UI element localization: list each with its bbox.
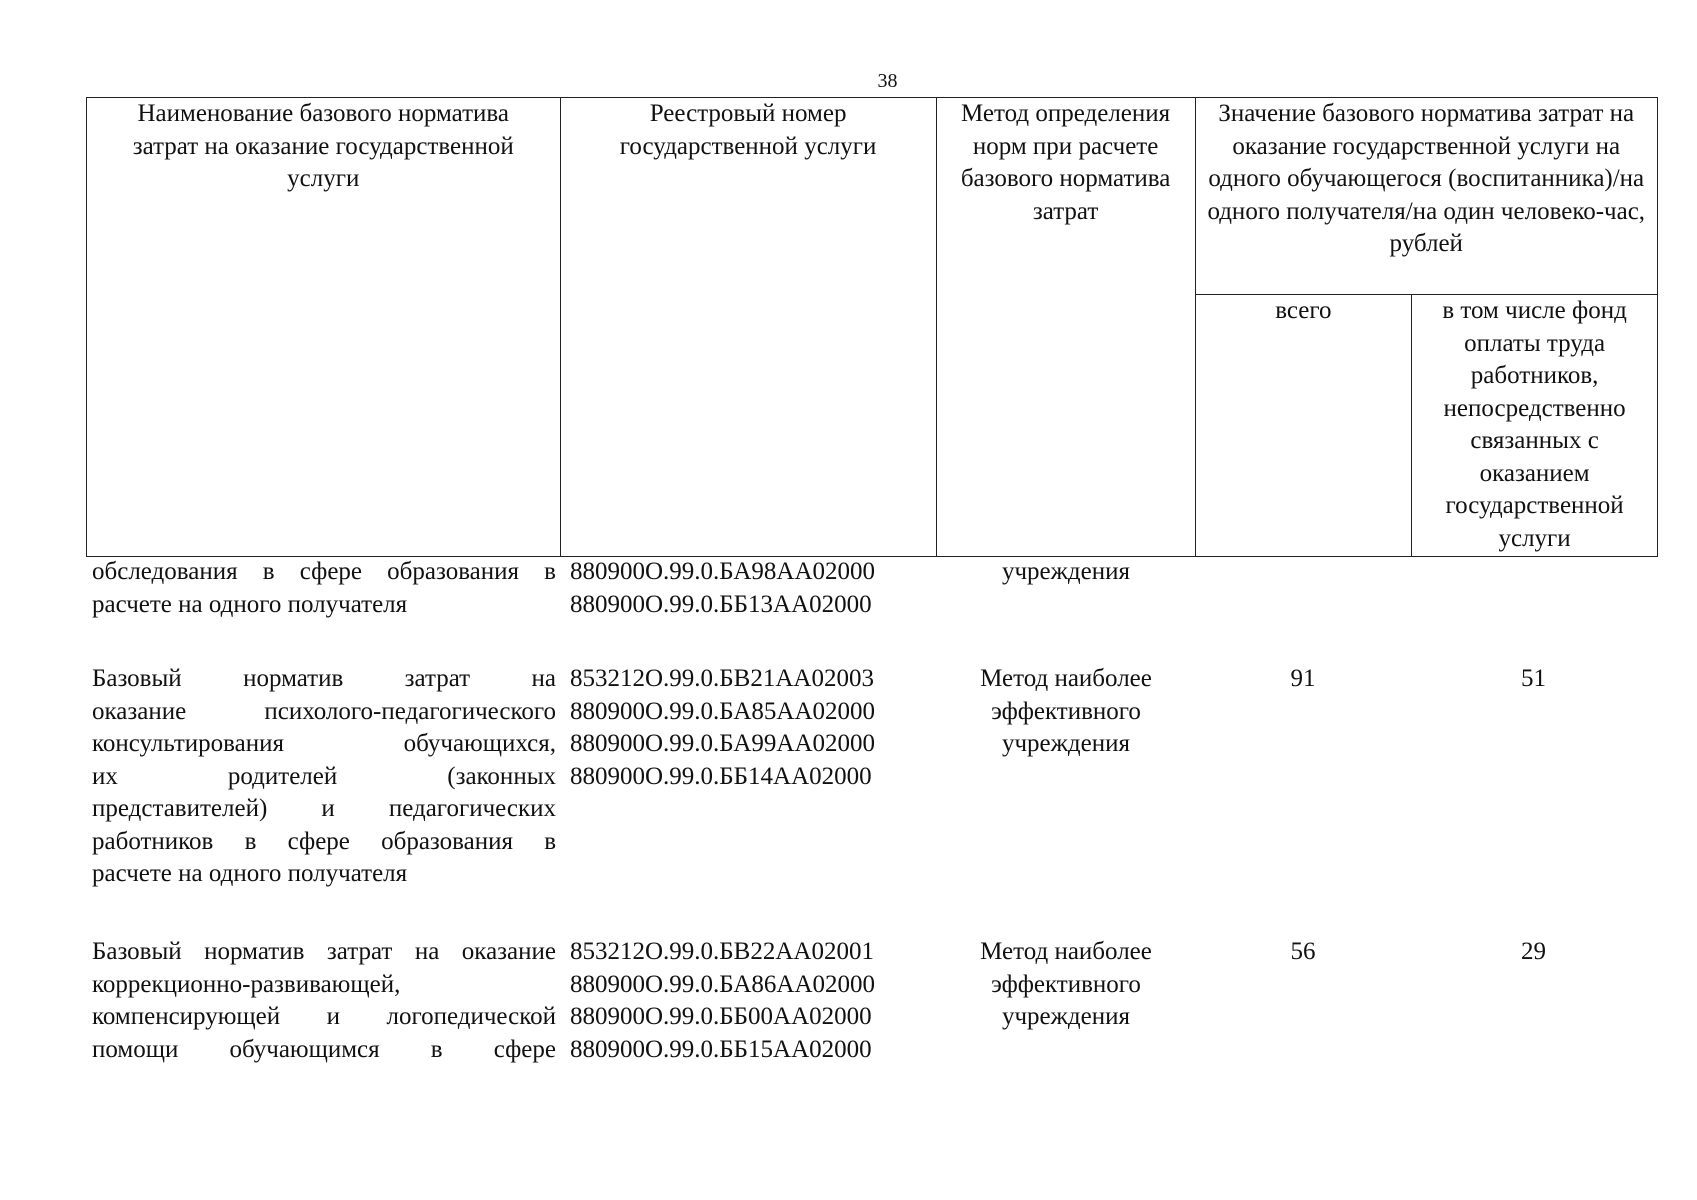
- total-value: 56: [1290, 938, 1316, 965]
- service-name-line: компенсирующей и логопедической: [92, 1003, 556, 1030]
- registry-codes: [560, 556, 941, 663]
- registry-codes: [560, 663, 941, 936]
- service-name-line: расчете на одного получателя: [92, 590, 408, 618]
- service-name-line: консультирования обучающихся,: [92, 730, 556, 757]
- service-name-line: обследования в сфере образования в: [92, 558, 556, 585]
- method-text: Метод наиболее эффективного учреждения: [980, 665, 1152, 757]
- registry-code: 880900О.99.0.ББ13АА02000: [570, 590, 872, 618]
- service-name-line: Базовый норматив затрат на: [92, 665, 556, 692]
- header-registry-text: Реестровый номер государственной услуги: [619, 100, 877, 160]
- service-name: [86, 663, 560, 936]
- header-method-text: Метод определения норм при расчете базового норматива затрат: [960, 100, 1171, 225]
- service-name-line: коррекционно-развивающей,: [92, 970, 401, 998]
- registry-codes: [560, 936, 941, 1076]
- registry-code: 880900О.99.0.ББ15АА02000: [570, 1035, 872, 1063]
- method: учреждения: [1001, 558, 1130, 585]
- header-registry-cell: [560, 98, 936, 557]
- registry-code: 880900О.99.0.БА85АА02000: [570, 697, 875, 725]
- header-name-text: Наименование базового норматива затрат на оказание государственной услуги: [132, 100, 514, 192]
- table-row: [86, 936, 1658, 1076]
- header-fund-cell: [1412, 295, 1658, 557]
- service-name: [86, 936, 560, 1076]
- table-body: [86, 556, 1658, 1076]
- service-name: [86, 556, 560, 663]
- fund-value: [1411, 556, 1656, 663]
- service-name-line: Базовый норматив затрат на оказание: [92, 938, 556, 965]
- registry-code: 880900О.99.0.ББ00АА02000: [570, 1003, 872, 1030]
- fund-value: 29: [1521, 938, 1546, 965]
- registry-code: 880900О.99.0.БА98АА02000: [570, 558, 875, 585]
- registry-code: 880900О.99.0.БА99АА02000: [570, 730, 875, 757]
- service-name-line: представителей) и педагогических: [92, 795, 556, 822]
- service-name-line: их родителей (законных: [92, 762, 556, 790]
- registry-code: 853212О.99.0.БВ22АА02001: [570, 938, 874, 965]
- header-name-cell: [87, 98, 561, 557]
- total-value: [1195, 556, 1411, 663]
- header-value-cell: [1195, 98, 1658, 295]
- page-number: 38: [877, 70, 898, 92]
- header-total-text: всего: [1275, 297, 1332, 324]
- registry-code: 880900О.99.0.БА86АА02000: [570, 970, 875, 998]
- service-name-line: оказание психолого-педагогического: [92, 697, 556, 725]
- header-value-text: Значение базового норматива затрат на оказание государственной услуги на одного обучающегося (воспитанника)/на одного получателя/на один человеко-час, рублей: [1207, 100, 1646, 257]
- method-text: Метод наиболее эффективного учреждения: [980, 938, 1152, 1030]
- table-row: [86, 663, 1658, 936]
- service-name-line: помощи обучающимся в сфере: [92, 1035, 556, 1063]
- header-method-cell: [936, 98, 1195, 557]
- method: [937, 663, 1195, 936]
- table-row: [86, 556, 1658, 663]
- service-name-line: работников в сфере образования в: [92, 827, 556, 855]
- service-name-line: расчете на одного получателя: [92, 860, 408, 887]
- header-fund-text: в том числе фонд оплаты труда работников, непосредственно связанных с оказанием государственной услуги: [1442, 297, 1627, 552]
- fund-value: 51: [1521, 665, 1546, 692]
- total-value: 91: [1290, 665, 1316, 692]
- table-header: [86, 97, 1658, 557]
- header-total-cell: [1195, 295, 1412, 557]
- registry-code: 880900О.99.0.ББ14АА02000: [570, 762, 872, 790]
- registry-code: 853212О.99.0.БВ21АА02003: [570, 665, 874, 692]
- method: [937, 936, 1195, 1076]
